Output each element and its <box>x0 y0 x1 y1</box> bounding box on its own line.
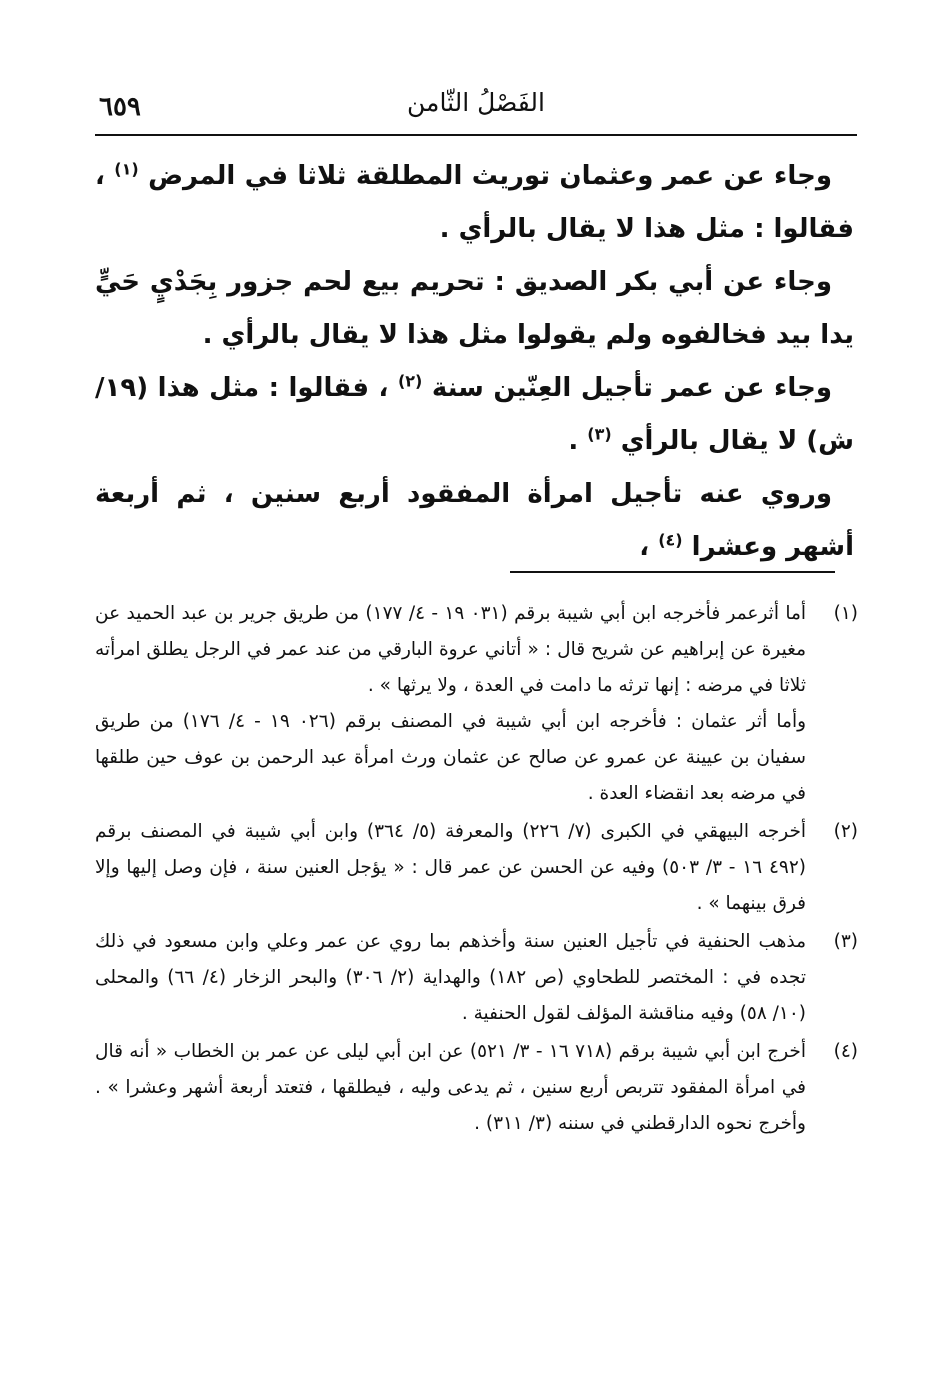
footnote-number: (٤) <box>833 1041 858 1062</box>
footnote-text: مذهب الحنفية في تأجيل العنين سنة وأخذهم بما روي عن عمر وعلي وابن مسعود في ذلك تجده في : المختصر للطحاوي (ص ١٨٢) والهداية (٢/ ٣٠٦) والبحر الزخار (٤/ ٦٦) والمحلى (١٠/ ٥٨) وفيه مناقشة المؤلف لقول الحنفية . <box>95 931 806 1024</box>
footnote <box>95 924 858 1032</box>
footnote-text: وأما أثر عثمان : فأخرجه ابن أبي شيبة في المصنف برقم (٠٢٦ ١٩ - ٤/ ١٧٦) من طريق سفيان بن عيينة عن عمرو عن صالح عن عثمان ورث امرأة عبد الرحمن بن عوف حين طلقها في مرضه بعد انقضاء العدة . <box>95 711 807 804</box>
footnote <box>95 1034 858 1142</box>
footnote-number: (٣) <box>833 931 858 952</box>
footnote-number: (٢) <box>833 821 858 842</box>
footnote-number: (١) <box>833 603 858 624</box>
main-paragraph <box>95 150 854 256</box>
footnote-body <box>95 596 806 812</box>
main-text <box>95 150 854 574</box>
page-header <box>95 82 857 136</box>
paragraph-text: ، فقالوا : مثل هذا لا يقال بالرأي . <box>95 161 854 244</box>
footnote-body <box>95 924 806 1032</box>
footnote-body <box>95 1034 806 1142</box>
footnote-reference: (٣) <box>587 424 612 444</box>
footnote <box>95 596 858 812</box>
footnote <box>95 814 858 922</box>
main-paragraph <box>95 362 854 468</box>
footnote-reference: (٤) <box>658 530 683 550</box>
paragraph-text: وجاء عن عمر وعثمان توريث المطلقة ثلاثا في المرض <box>148 161 832 191</box>
paragraph-text: ، فقالوا : مثل هذا (١٩/ ش) لا يقال بالرأي <box>95 373 854 456</box>
footnotes <box>95 596 858 1144</box>
paragraph-text: وروي عنه تأجيل امرأة المفقود أربع سنين ، ثم أربعة أشهر وعشرا <box>95 479 854 562</box>
paragraph-text: وجاء عن عمر تأجيل العِنّين سنة <box>431 373 832 403</box>
paragraph-text: ، <box>639 532 650 562</box>
footnote-text: أما أثرعمر فأخرجه ابن أبي شيبة برقم (٠٣١ ١٩ - ٤/ ١٧٧) من طريق جرير بن عبد الحميد عن مغيرة عن إبراهيم عن شريح قال : « أتاني عروة البارقي من عند عمر في الرجل يطلق امرأته ثلاثا في مرضه : إنها ترثه ما دامت في العدة ، ولا يرثها » . <box>95 603 807 696</box>
chapter-title: الفَصْلُ الثّامن <box>407 88 545 117</box>
footnote-reference: (١) <box>114 159 139 179</box>
footnote-reference: (٢) <box>397 371 423 391</box>
paragraph-text: وجاء عن أبي بكر الصديق : تحريم بيع لحم جزور بِجَدْيٍ حَيٍّ يدا بيد فخالفوه ولم يقولوا مثل هذا لا يقال بالرأي . <box>95 267 854 350</box>
footnote-text: أخرج ابن أبي شيبة برقم (٧١٨ ١٦ - ٣/ ٥٢١) عن ابن أبي ليلى عن عمر بن الخطاب « أنه قال في امرأة المفقود تتربص أربع سنين ، ثم يدعى وليه ، فيطلقها ، فتعتد أربعة أشهر وعشرا » . وأخرج نحوه الدارقطني في سننه (٣/ ٣١١) . <box>95 1041 807 1134</box>
footnote-body <box>95 814 806 922</box>
footnote-separator <box>510 571 835 573</box>
paragraph-text: . <box>568 426 579 456</box>
main-paragraph <box>95 468 854 574</box>
main-paragraph <box>95 256 854 362</box>
page-number: ٦٥٩ <box>99 92 141 122</box>
footnote-text: أخرجه البيهقي في الكبرى (٧/ ٢٢٦) والمعرفة (٥/ ٣٦٤) وابن أبي شيبة في المصنف برقم (٤٩٢ ١٦ - ٣/ ٥٠٣) وفيه عن الحسن عن عمر قال : « يؤجل العنين سنة ، فإن وصل إليها وإلا فرق بينهما » . <box>95 821 807 914</box>
